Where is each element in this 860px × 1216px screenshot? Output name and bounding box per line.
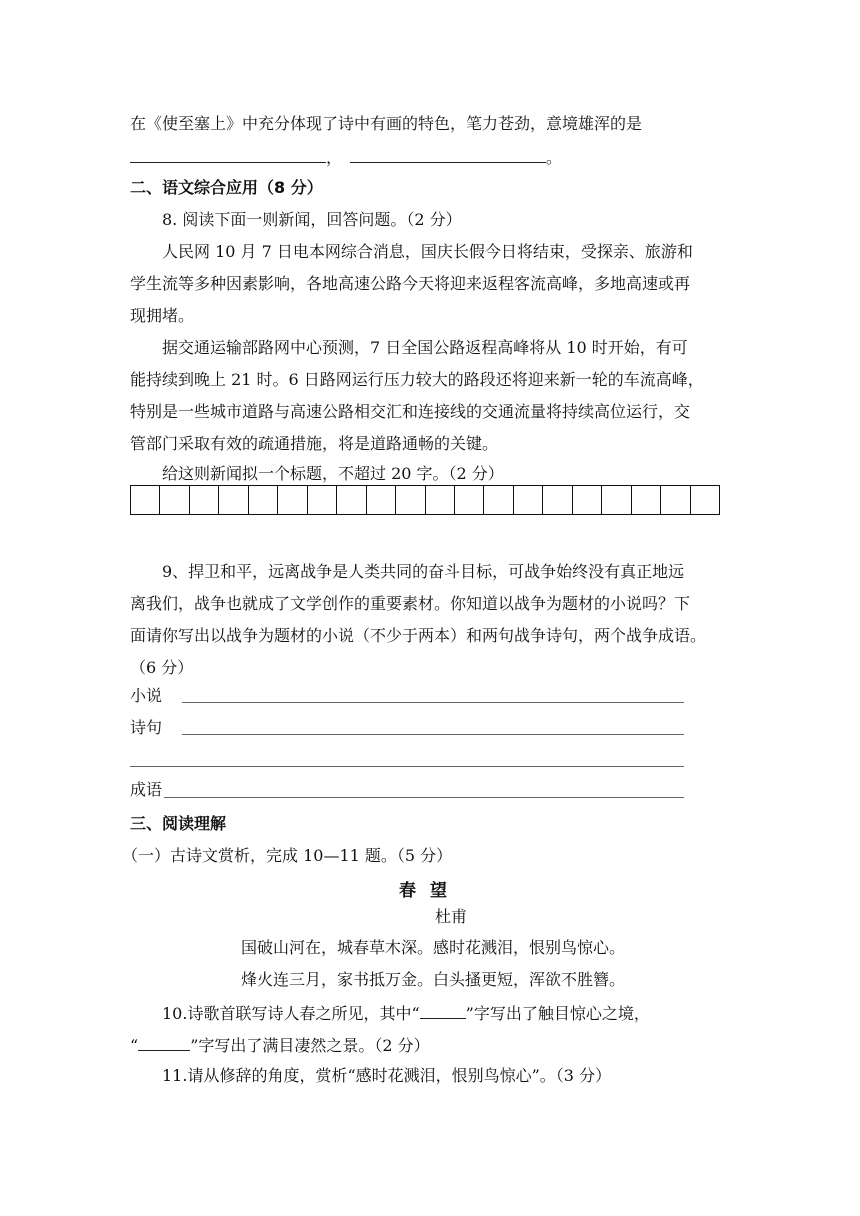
grid-cell[interactable] — [602, 486, 631, 514]
q7-text-line: 在《使至塞上》中充分体现了诗中有画的特色，笔力苍劲，意境雄浑的是 — [130, 114, 643, 133]
q7-answer-row — [130, 146, 562, 168]
news-paragraph-1-line-2: 学生流等多种因素影响，各地高速公路今天将迎来返程客流高峰，多地高速或再 — [130, 274, 691, 293]
q10-text-c: “ — [130, 1036, 139, 1055]
poem-line-1: 国破山河在，城春草木深。感时花溅泪，恨别鸟惊心。 — [241, 938, 626, 957]
title-answer-grid[interactable] — [130, 485, 720, 515]
poem-label: 诗句 — [130, 718, 163, 737]
novel-label: 小说 — [130, 686, 163, 705]
grid-cell[interactable] — [484, 486, 513, 514]
grid-cell[interactable] — [367, 486, 396, 514]
q9-line-2: 离我们，战争也就成了文学创作的重要素材。你知道以战争为题材的小说吗？下 — [130, 594, 691, 613]
grid-cell[interactable] — [131, 486, 160, 514]
idiom-answer-line[interactable] — [164, 797, 684, 798]
poem-answer-line-2[interactable] — [130, 766, 684, 767]
idiom-label: 成语 — [130, 780, 163, 799]
grid-cell[interactable] — [278, 486, 307, 514]
grid-cell[interactable] — [661, 486, 690, 514]
poem-line-2: 烽火连三月，家书抵万金。白头搔更短，浑欲不胜簪。 — [241, 970, 626, 989]
grid-cell[interactable] — [190, 486, 219, 514]
news-paragraph-1-line-3: 现拥堵。 — [130, 306, 195, 325]
grid-cell[interactable] — [396, 486, 425, 514]
q8-task: 给这则新闻拟一个标题，不超过 20 字。（2 分） — [162, 464, 504, 483]
grid-cell[interactable] — [219, 486, 248, 514]
grid-cell[interactable] — [455, 486, 484, 514]
grid-cell[interactable] — [632, 486, 661, 514]
q11-prompt: 11.请从修辞的角度，赏析“感时花溅泪，恨别鸟惊心”。（3 分） — [162, 1066, 612, 1085]
poem-title: 春望 — [399, 881, 461, 901]
q8-prompt: 8. 阅读下面一则新闻，回答问题。（2 分） — [162, 210, 462, 229]
q10-blank-2[interactable] — [138, 1034, 190, 1051]
period: 。 — [546, 148, 563, 167]
grid-cell[interactable] — [426, 486, 455, 514]
grid-cell[interactable] — [337, 486, 366, 514]
news-paragraph-2-line-4: 管部门采取有效的疏通措施，将是道路通畅的关键。 — [130, 434, 499, 453]
comma: ， — [326, 148, 343, 167]
poem-answer-line-1[interactable] — [182, 734, 684, 735]
news-paragraph-2-line-2: 能持续到晚上 21 时。6 日路网运行压力较大的路段还将迎来新一轮的车流高峰， — [130, 370, 704, 389]
q10-text-a: 10.诗歌首联写诗人春之所见，其中“ — [162, 1004, 420, 1023]
section-2-heading: 二、语文综合应用（8 分） — [130, 178, 323, 197]
section-3-heading: 三、阅读理解 — [130, 814, 227, 833]
q10-blank-1[interactable] — [420, 1002, 466, 1019]
q10-line-1 — [162, 1002, 650, 1024]
q9-line-4: （6 分） — [130, 658, 194, 677]
grid-cell[interactable] — [249, 486, 278, 514]
answer-blank-2[interactable] — [350, 146, 546, 163]
q10-text-b: ”字写出了触目惊心之境， — [465, 1004, 650, 1023]
q10-text-d: ”字写出了满目凄然之景。（2 分） — [190, 1036, 430, 1055]
q9-line-1: 9、捍卫和平，远离战争是人类共同的奋斗目标，可战争始终没有真正地远 — [162, 562, 685, 581]
grid-cell[interactable] — [308, 486, 337, 514]
news-paragraph-1-line-1: 人民网 10 月 7 日电本网综合消息，国庆长假今日将结束，受探亲、旅游和 — [162, 242, 693, 261]
q10-line-2 — [130, 1034, 430, 1056]
grid-cell[interactable] — [514, 486, 543, 514]
grid-cell[interactable] — [543, 486, 572, 514]
q9-line-3: 面请你写出以战争为题材的小说（不少于两本）和两句战争诗句，两个战争成语。 — [130, 626, 707, 645]
sub-section-heading: （一）古诗文赏析，完成 10—11 题。（5 分） — [122, 846, 453, 865]
news-paragraph-2-line-3: 特别是一些城市道路与高速公路相交汇和连接线的交通流量将持续高位运行，交 — [130, 402, 691, 421]
grid-cell[interactable] — [160, 486, 189, 514]
poem-author: 杜甫 — [435, 907, 468, 926]
novel-answer-line[interactable] — [182, 702, 684, 703]
answer-blank-1[interactable] — [130, 146, 326, 163]
grid-cell[interactable] — [691, 486, 719, 514]
news-paragraph-2-line-1: 据交通运输部路网中心预测，7 日全国公路返程高峰将从 10 时开始，有可 — [162, 338, 688, 357]
grid-cell[interactable] — [573, 486, 602, 514]
